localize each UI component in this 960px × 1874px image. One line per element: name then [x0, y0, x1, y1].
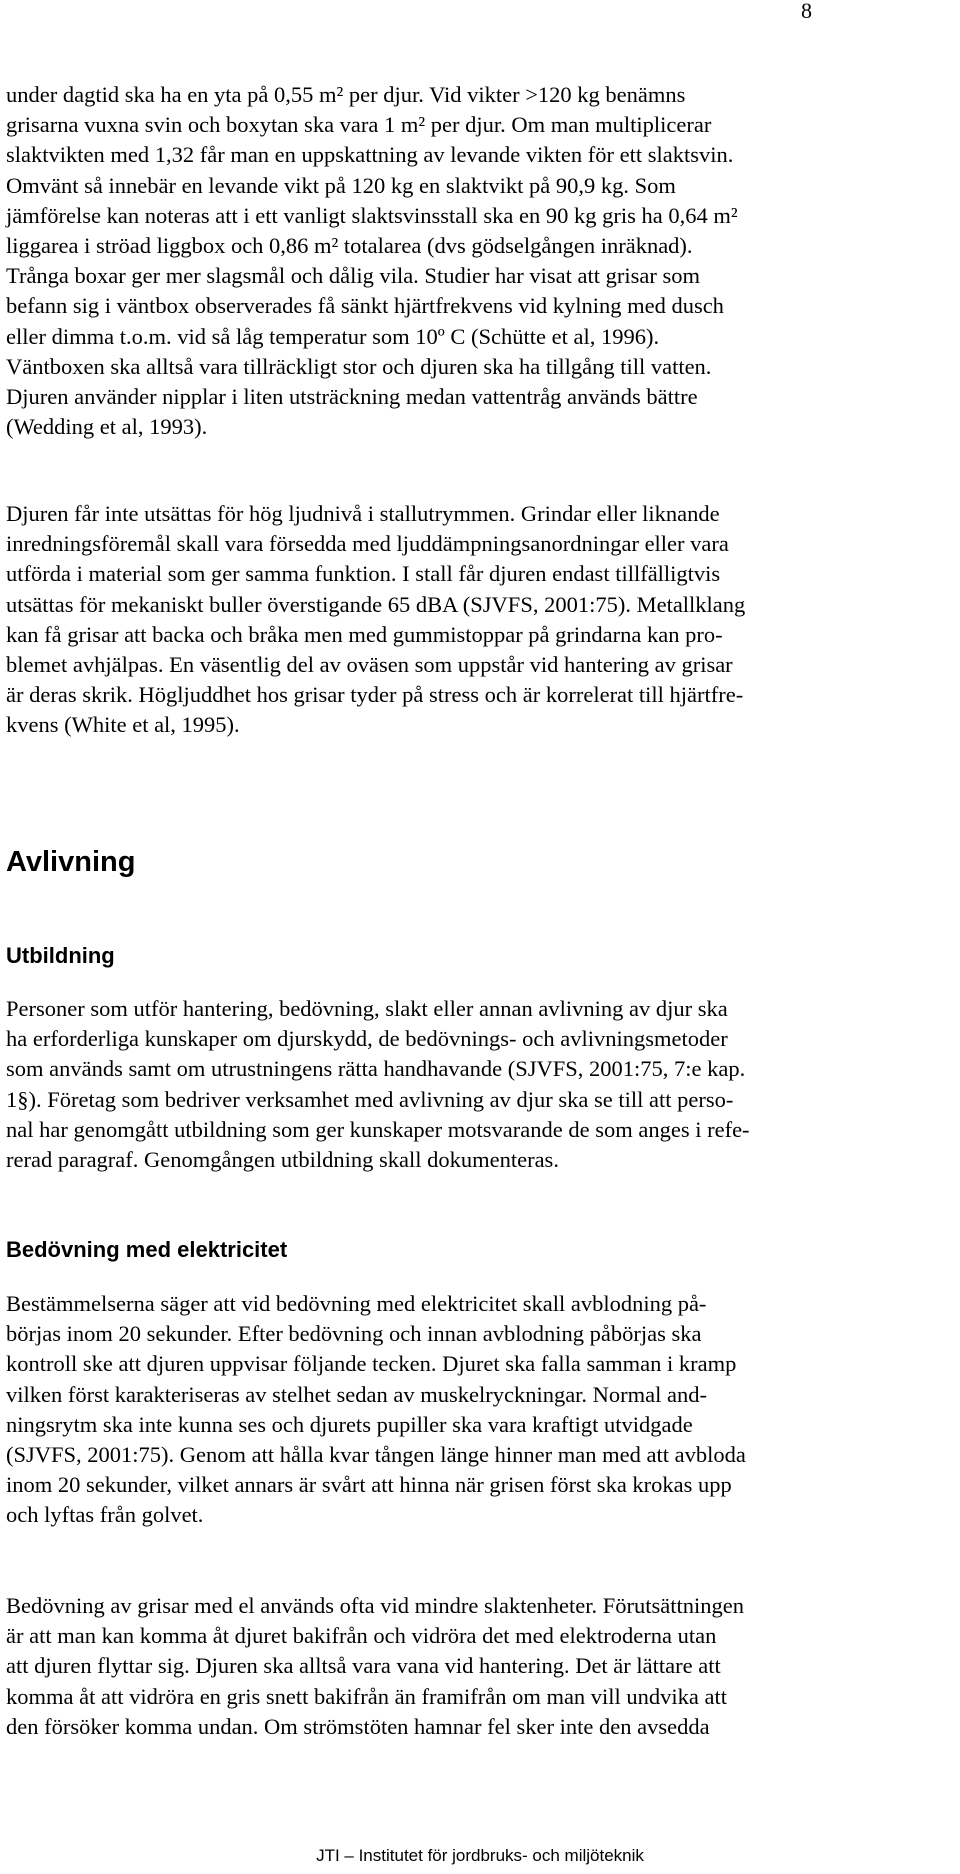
- heading-utbildning: Utbildning: [6, 943, 115, 968]
- heading-bedovning: Bedövning med elektricitet: [6, 1237, 288, 1262]
- heading-avlivning: Avlivning: [6, 846, 136, 878]
- text-line: grisarna vuxna svin och boxytan ska vara 1 m² per djur. Om man multiplicerar: [6, 112, 712, 138]
- text-line: (Wedding et al, 1993).: [6, 414, 208, 440]
- text-line: utförda i material som ger samma funktion. I stall får djuren endast tillfälligtvis: [6, 561, 721, 587]
- text-line: liggarea i ströad liggbox och 0,86 m² totalarea (dvs gödselgången inräknad).: [6, 233, 693, 259]
- text-line: och lyftas från golvet.: [6, 1502, 204, 1528]
- text-line: ningsrytm ska inte kunna ses och djurets pupiller ska vara kraftigt utvidgade: [6, 1411, 693, 1437]
- text-line: befann sig i väntbox observerades få sänkt hjärtfrekvens vid kylning med dusch: [6, 293, 724, 319]
- text-line: Väntboxen ska alltså vara tillräckligt stor och djuren ska ha tillgång till vatten.: [6, 353, 712, 379]
- text-line: att djuren flyttar sig. Djuren ska alltså vara vana vid hantering. Det är lättare att: [6, 1653, 721, 1679]
- text-line: som används samt om utrustningens rätta handhavande (SJVFS, 2001:75, 7:e kap.: [6, 1056, 746, 1082]
- text-line: jämförelse kan noteras att i ett vanligt slaktsvinsstall ska en 90 kg gris ha 0,64 m²: [6, 202, 738, 228]
- text-line: slaktvikten med 1,32 får man en uppskattning av levande vikten för ett slaktsvin.: [6, 142, 734, 168]
- text-line: den försöker komma undan. Om strömstöten hamnar fel sker inte den avsedda: [6, 1713, 710, 1739]
- text-line: Bedövning av grisar med el används ofta vid mindre slaktenheter. Förutsättningen: [6, 1593, 744, 1618]
- text-line: under dagtid ska ha en yta på 0,55 m² per djur. Vid vikter >120 kg benämns: [6, 82, 686, 107]
- text-line: kvens (White et al, 1995).: [6, 712, 240, 738]
- text-line: börjas inom 20 sekunder. Efter bedövning och innan avblodning påbörjas ska: [6, 1321, 702, 1347]
- text-line: ha erforderliga kunskaper om djurskydd, de bedövnings- och avlivningsmetoder: [6, 1026, 728, 1052]
- text-line: vilken först karakteriseras av stelhet sedan av muskelryckningar. Normal and-: [6, 1381, 708, 1407]
- text-line: Personer som utför hantering, bedövning, slakt eller annan avlivning av djur ska: [6, 996, 728, 1021]
- text-line: 1§). Företag som bedriver verksamhet med avlivning av djur ska se till att perso-: [6, 1086, 734, 1112]
- text-line: rerad paragraf. Genomgången utbildning skall dokumenteras.: [6, 1147, 559, 1173]
- text-line: nal har genomgått utbildning som ger kunskaper motsvarande de som anges i refe-: [6, 1116, 750, 1142]
- paragraph-2: [6, 499, 928, 741]
- text-line: kan få grisar att backa och bråka men med gummistoppar på grindarna kan pro-: [6, 621, 723, 647]
- text-line: Djuren får inte utsättas för hög ljudnivå i stallutrymmen. Grindar eller liknande: [6, 501, 720, 526]
- page-number: 8: [801, 0, 812, 23]
- text-line: utsättas för mekaniskt buller överstigande 65 dBA (SJVFS, 2001:75). Metallklang: [6, 591, 746, 617]
- text-line: inom 20 sekunder, vilket annars är svårt att hinna när grisen först ska krokas upp: [6, 1472, 732, 1498]
- text-line: komma åt att vidröra en gris snett bakifrån än framifrån om man vill undvika att: [6, 1683, 728, 1709]
- paragraph-3: [6, 994, 928, 1175]
- text-line: (SJVFS, 2001:75). Genom att hålla kvar tången länge hinner man med att avbloda: [6, 1442, 746, 1468]
- text-line: eller dimma t.o.m. vid så låg temperatur som 10º C (Schütte et al, 1996).: [6, 323, 660, 349]
- text-line: Djuren använder nipplar i liten utsträckning medan vattentråg används bättre: [6, 384, 698, 410]
- text-line: Bestämmelserna säger att vid bedövning med elektricitet skall avblodning på-: [6, 1291, 707, 1316]
- paragraph-5: [6, 1591, 928, 1742]
- text-line: är att man kan komma åt djuret bakifrån och vidröra det med elektroderna utan: [6, 1623, 717, 1649]
- text-line: inredningsföremål skall vara försedda med ljuddämpningsanordningar eller vara: [6, 531, 729, 557]
- paragraph-4: [6, 1289, 928, 1531]
- text-line: är deras skrik. Högljuddhet hos grisar tyder på stress och är korrelerat till hjärtfre-: [6, 682, 744, 708]
- paragraph-1: [6, 80, 928, 442]
- page-footer: JTI – Institutet för jordbruks- och miljöteknik: [316, 1846, 644, 1865]
- text-line: blemet avhjälpas. En väsentlig del av oväsen som uppstår vid hantering av grisar: [6, 652, 733, 678]
- text-line: kontroll ske att djuren uppvisar följande tecken. Djuret ska falla samman i kramp: [6, 1351, 737, 1377]
- text-line: Omvänt så innebär en levande vikt på 120 kg en slaktvikt på 90,9 kg. Som: [6, 172, 676, 198]
- text-line: Trånga boxar ger mer slagsmål och dålig vila. Studier har visat att grisar som: [6, 263, 701, 289]
